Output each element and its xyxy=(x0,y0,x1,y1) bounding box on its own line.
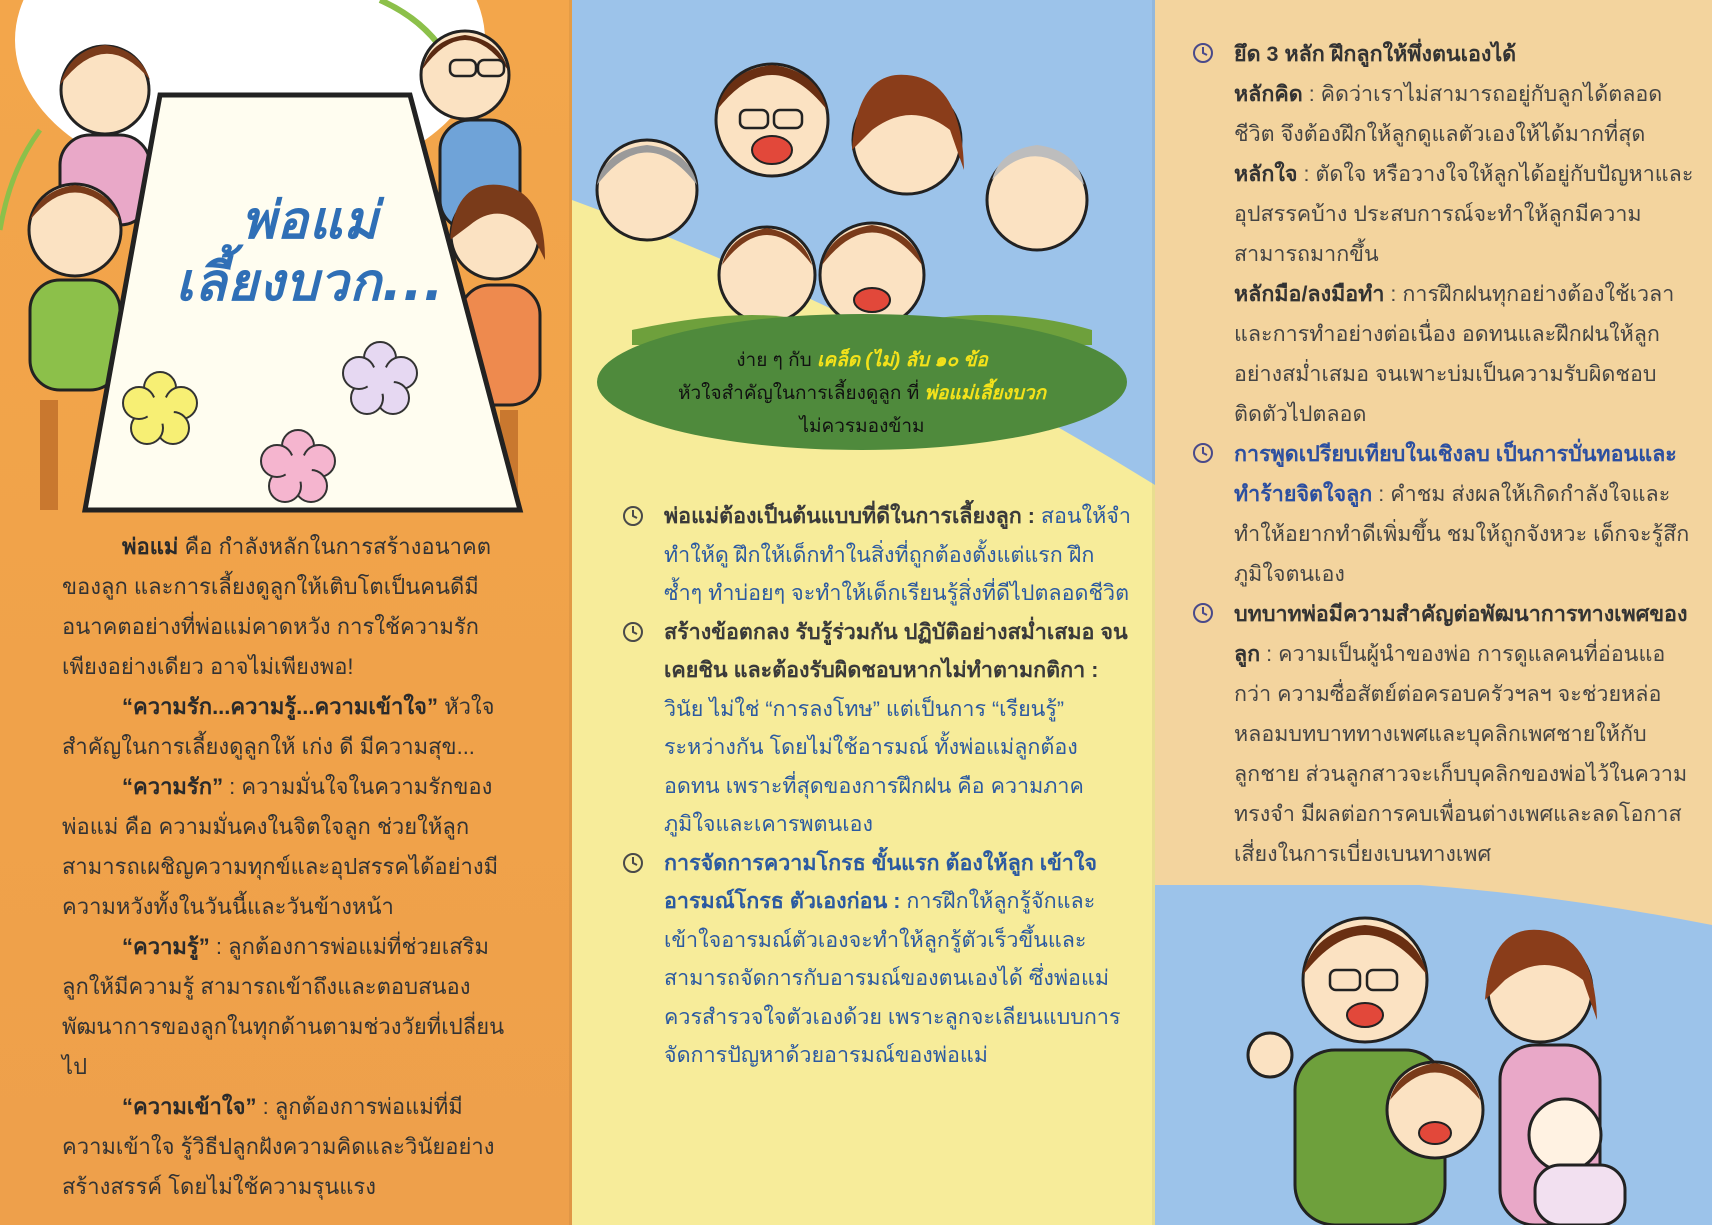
paragraph-text: : ลูกต้องการพ่อแม่ที่มีความเข้าใจ รู้วิธีปลูกฝังความคิดและวินัยอย่างสร้างสรรค์ โดยไม่ใช้ความรุนแรง xyxy=(62,1094,495,1199)
item-body: การฝึกให้ลูกรู้จักและเข้าใจอารมณ์ตัวเองจะทำให้ลูกรู้ตัวเร็วขึ้นและสามารถจัดการกับอารมณ์ของตนเองได้ ซึ่งพ่อแม่ควรสำรวจใจตัวเองด้วย เพราะลูกจะเลียนแบบการจัดการปัญหาด้วยอารมณ์ของพ่อแม่ xyxy=(664,889,1121,1067)
item-heading: บทบาทพ่อมีความสำคัญต่อพัฒนาการทางเพศของลูก xyxy=(1234,602,1688,666)
panel1-title xyxy=(160,190,460,314)
paragraph xyxy=(62,687,512,767)
list-item xyxy=(622,844,1132,1075)
sub-label: หลักใจ xyxy=(1234,162,1298,186)
clock-icon xyxy=(622,852,644,874)
list-item xyxy=(1192,434,1697,594)
item-body: วินัย ไม่ใช่ “การลงโทษ” แต่เป็นการ “เรียนรู้” ระหว่างกัน โดยไม่ใช้อารมณ์ ทั้งพ่อแม่ลูกต้องอดทน เพราะที่สุดของการฝึกฝน คือ ความภาคภูมิใจและเคารพตนเอง xyxy=(664,696,1084,836)
title-line-2: เลี้ยงบวก... xyxy=(175,253,445,313)
oval-highlight: เคล็ด (ไม่) ลับ ๑๐ ข้อ xyxy=(816,350,988,371)
panel1-body xyxy=(62,527,512,1207)
clock-icon xyxy=(622,621,644,643)
oval-line-2 xyxy=(622,377,1102,410)
bold-term: “ความรู้” xyxy=(122,934,210,959)
oval-line-3: ไม่ควรมองข้าม xyxy=(799,416,925,437)
item-heading: พ่อแม่ต้องเป็นต้นแบบที่ดีในการเลี้ยงลูก : xyxy=(664,504,1035,528)
list-item xyxy=(1192,594,1697,874)
family-illustration xyxy=(1155,885,1712,1225)
item-heading: ยึด 3 หลัก ฝึกลูกให้พึ่งตนเองได้ xyxy=(1234,42,1517,66)
bold-term: “ความรัก...ความรู้...ความเข้าใจ” xyxy=(122,694,438,719)
list-item xyxy=(1192,34,1697,434)
list-item xyxy=(622,613,1132,844)
bold-term: “ความเข้าใจ” xyxy=(122,1094,257,1119)
paragraph-text: คือ กำลังหลักในการสร้างอนาคตของลูก และการเลี้ยงดูลูกให้เติบโตเป็นคนดีมีอนาคตอย่างที่พ่อแม่คาดหวัง การใช้ความรักเพียงอย่างเดียว อาจไม่เพียงพอ! xyxy=(62,534,491,679)
paragraph xyxy=(62,767,512,927)
tips-list xyxy=(622,497,1132,1075)
paragraph xyxy=(62,527,512,687)
paragraph xyxy=(62,1087,512,1207)
list-item xyxy=(622,497,1132,613)
oval-highlight: พ่อแม่เลี้ยงบวก xyxy=(924,383,1047,404)
title-line-1: พ่อแม่ xyxy=(241,191,379,251)
paragraph xyxy=(62,927,512,1087)
tips-list xyxy=(1192,34,1697,874)
item-body: : คำชม ส่งผลให้เกิดกำลังใจและทำให้อยากทำดีเพิ่มขึ้น ชมให้ถูกจังหวะ เด็กจะรู้สึกภูมิใจตนเอง xyxy=(1234,482,1690,586)
item-body: สอนให้จำ ทำให้ดู ฝึกให้เด็กทำในสิ่งที่ถูกต้องตั้งแต่แรก ฝึกซ้ำๆ ทำบ่อยๆ จะทำให้เด็กเรียนรู้สิ่งที่ดีไปตลอดชีวิต xyxy=(664,504,1131,605)
panel-middle xyxy=(572,0,1155,1225)
item-heading: การพูดเปรียบเทียบในเชิงลบ เป็นการบั่นทอนและทำร้ายจิตใจลูก xyxy=(1234,442,1677,506)
bold-term: “ความรัก” xyxy=(122,774,224,799)
item-heading: สร้างข้อตกลง รับรู้ร่วมกัน ปฏิบัติอย่างสม่ำเสมอ จนเคยชิน และต้องรับผิดชอบหากไม่ทำตามกติกา : xyxy=(664,619,1128,682)
paragraph-text: หัวใจสำคัญในการเลี้ยงดูลูกให้ เก่ง ดี มีความสุข... xyxy=(62,694,495,759)
bold-term: พ่อแม่ xyxy=(122,534,179,559)
item-body: : ความเป็นผู้นำของพ่อ การดูแลคนที่อ่อนแอกว่า ความซื่อสัตย์ต่อครอบครัวฯลฯ จะช่วยหล่อหลอมบทบาททางเพศและบุคลิกเพศชายให้กับลูกชาย ส่วนลูกสาวจะเก็บบุคลิกของพ่อไว้ในความทรงจำ มีผลต่อการคบเพื่อนต่างเพศและลดโอกาสเสี่ยงในการเบี่ยงเบนทางเพศ xyxy=(1234,642,1688,866)
sub-text: : คิดว่าเราไม่สามารถอยู่กับลูกได้ตลอดชีวิต จึงต้องฝึกให้ลูกดูแลตัวเองให้ได้มากที่สุด xyxy=(1234,82,1663,146)
panel-right xyxy=(1155,0,1712,1225)
oval-line-1 xyxy=(622,344,1102,377)
clock-icon xyxy=(1192,42,1214,64)
paragraph-text: : ความมั่นใจในความรักของพ่อแม่ คือ ความมั่นคงในจิตใจลูก ช่วยให้ลูกสามารถเผชิญความทุกข์และอุปสรรคได้อย่างมีความหวังทั้งในวันนี้และวันข้างหน้า xyxy=(62,774,499,919)
panel-left xyxy=(0,0,572,1225)
sub-text: : การฝึกฝนทุกอย่างต้องใช้เวลาและการทำอย่างต่อเนื่อง อดทนและฝึกฝนให้ลูก อย่างสม่ำเสมอ จนเพาะบ่มเป็นความรับผิดชอบติดตัวไปตลอด xyxy=(1234,282,1675,426)
sub-text: : ตัดใจ หรือวางใจให้ลูกได้อยู่กับปัญหาและอุปสรรคบ้าง ประสบการณ์จะทำให้ลูกมีความสามารถมากขึ้น xyxy=(1234,162,1694,266)
paragraph-text: : ลูกต้องการพ่อแม่ที่ช่วยเสริมลูกให้มีความรู้ สามารถเข้าถึงและตอบสนองพัฒนาการของลูกในทุกด้านตามช่วงวัยที่เปลี่ยนไป xyxy=(62,934,505,1079)
item-heading: การจัดการความโกรธ ขั้นแรก ต้องให้ลูก เข้าใจอารมณ์โกรธ ตัวเองก่อน : xyxy=(664,850,1097,913)
oval-text: หัวใจสำคัญในการเลี้ยงดูลูก ที่ xyxy=(677,383,925,404)
clock-icon xyxy=(622,505,644,527)
sub-label: หลักมือ/ลงมือทำ xyxy=(1234,282,1385,306)
clock-icon xyxy=(1192,602,1214,624)
oval-text: ง่าย ๆ กับ xyxy=(736,350,817,371)
oval-caption xyxy=(622,344,1102,443)
clock-icon xyxy=(1192,442,1214,464)
sub-label: หลักคิด xyxy=(1234,82,1303,106)
